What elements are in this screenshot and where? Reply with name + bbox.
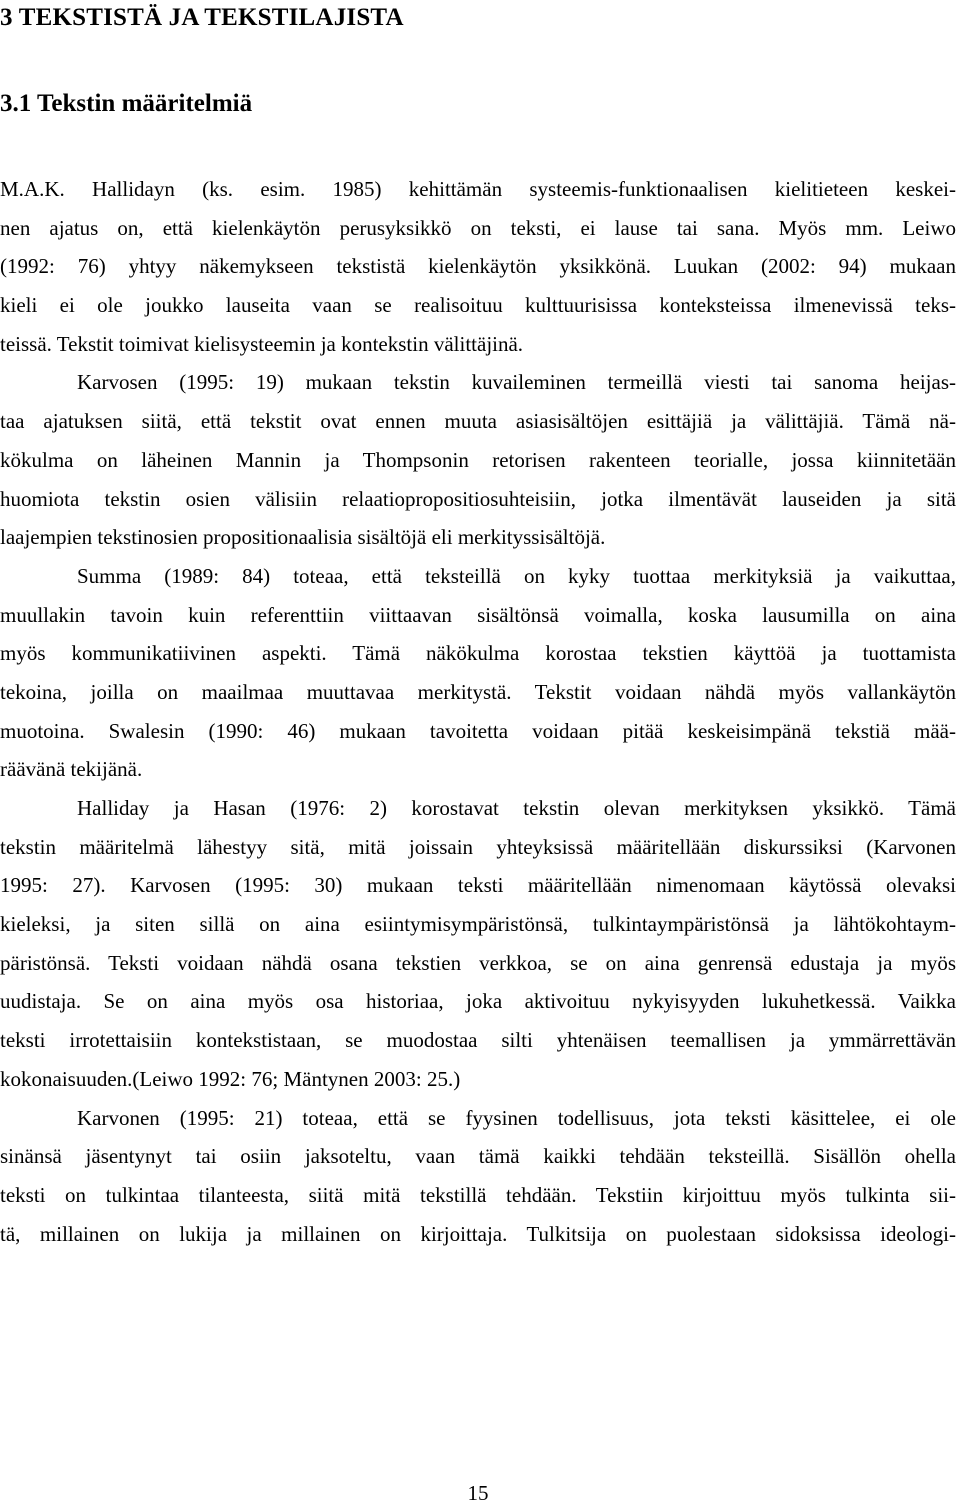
- page-number: 15: [467, 1481, 489, 1505]
- paragraph-3: [0, 557, 956, 789]
- text-line: 1995: 27). Karvosen (1995: 30) mukaan teksti määritellään nimenomaan käytössä olevaksi: [0, 873, 956, 898]
- text-line: räävänä tekijänä.: [0, 757, 143, 782]
- text-line: kokonaisuuden.(Leiwo 1992: 76; Mäntynen 2003: 25.): [0, 1066, 461, 1091]
- paragraph-1: [0, 170, 956, 363]
- text-line: M.A.K. Hallidayn (ks. esim. 1985) kehittämän systeemis-funktionaalisen kielitieteen keskei-: [0, 177, 956, 201]
- text-line: muotoina. Swalesin (1990: 46) mukaan tavoitetta voidaan pitää keskeisimpänä tekstiä mää-: [0, 718, 956, 743]
- text-line: taa ajatuksen siitä, että tekstit ovat ennen muuta asiasisältöjen esittäjiä ja välittäjiä. Tämä nä-: [0, 409, 956, 434]
- text-line: Karvonen (1995: 21) toteaa, että se fyysinen todellisuus, jota teksti käsittelee, ei ole: [77, 1105, 956, 1130]
- text-line: nen ajatus on, että kielenkäytön perusyksikkö on teksti, ei lause tai sana. Myös mm. Leiwo: [0, 215, 956, 240]
- text-line: tekstin määritelmä lähestyy sitä, mitä joissain yhteyksissä määritellään diskurssiksi (Karvonen: [0, 834, 956, 859]
- section-heading: 3.1 Tekstin määritelmiä: [0, 90, 253, 117]
- chapter-heading: 3 TEKSTISTÄ JA TEKSTILAJISTA: [0, 4, 404, 31]
- text-line: tä, millainen on lukija ja millainen on kirjoittaja. Tulkitsija on puolestaan sidoksissa ideologi-: [0, 1221, 956, 1246]
- text-line: tekoina, joilla on maailmaa muuttavaa merkitystä. Tekstit voidaan nähdä myös vallankäytön: [0, 679, 956, 704]
- text-line: muullakin tavoin kuin referenttiin viittaavan sisältönsä voimalla, koska lausumilla on aina: [0, 602, 956, 627]
- text-line: teksti irrotettaisiin kontekstistaan, se muodostaa silti yhtenäisen teemallisen ja ymmärrettävän: [0, 1028, 956, 1053]
- text-line: kökulma on läheinen Mannin ja Thompsonin retorisen rakenteen teorialle, jossa kiinnitetään: [0, 447, 956, 472]
- paragraph-2: [0, 363, 956, 556]
- text-line: teissä. Tekstit toimivat kielisysteemin ja kontekstin välittäjinä.: [0, 331, 524, 356]
- text-line: (1992: 76) yhtyy näkemykseen tekstistä kielenkäytön yksikkönä. Luukan (2002: 94) mukaan: [0, 254, 956, 279]
- text-line: myös kommunikatiivinen aspekti. Tämä näkökulma korostaa tekstien käyttöä ja tuottamista: [0, 641, 956, 666]
- text-line: uudistaja. Se on aina myös osa historiaa, joka aktivoituu nykyisyyden lukuhetkessä. Vaikka: [0, 989, 956, 1014]
- body-text: [0, 170, 956, 1253]
- text-line: huomiota tekstin osien välisiin relaatiopropositiosuhteisiin, jotka ilmentävät lauseiden ja sitä: [0, 486, 956, 511]
- text-line: laajempien tekstinosien propositionaalisia sisältöjä eli merkityssisältöjä.: [0, 525, 606, 550]
- text-line: sinänsä jäsentynyt tai osiin jaksoteltu, vaan tämä kaikki tehdään teksteillä. Sisällön ohella: [0, 1144, 956, 1169]
- paragraph-4: [0, 789, 956, 1099]
- text-line: Karvosen (1995: 19) mukaan tekstin kuvaileminen termeillä viesti tai sanoma heijas-: [77, 370, 956, 395]
- text-line: päristönsä. Teksti voidaan nähdä osana tekstien verkkoa, se on aina genrensä edustaja ja myös: [0, 950, 956, 975]
- text-line: kieleksi, ja siten sillä on aina esiintymisympäristönsä, tulkintaympäristönsä ja lähtökohtaym-: [0, 912, 956, 937]
- paragraph-5: [0, 1099, 956, 1254]
- text-line: kieli ei ole joukko lauseita vaan se realisoituu kulttuurisissa konteksteissa ilmenevissä teks-: [0, 293, 956, 318]
- text-line: Summa (1989: 84) toteaa, että teksteillä on kyky tuottaa merkityksiä ja vaikuttaa,: [77, 563, 956, 588]
- text-line: teksti on tulkintaa tilanteesta, siitä mitä tekstillä tehdään. Tekstiin kirjoittuu myös tulkinta sii-: [0, 1182, 956, 1207]
- text-line: Halliday ja Hasan (1976: 2) korostavat tekstin olevan merkityksen yksikkö. Tämä: [77, 796, 956, 820]
